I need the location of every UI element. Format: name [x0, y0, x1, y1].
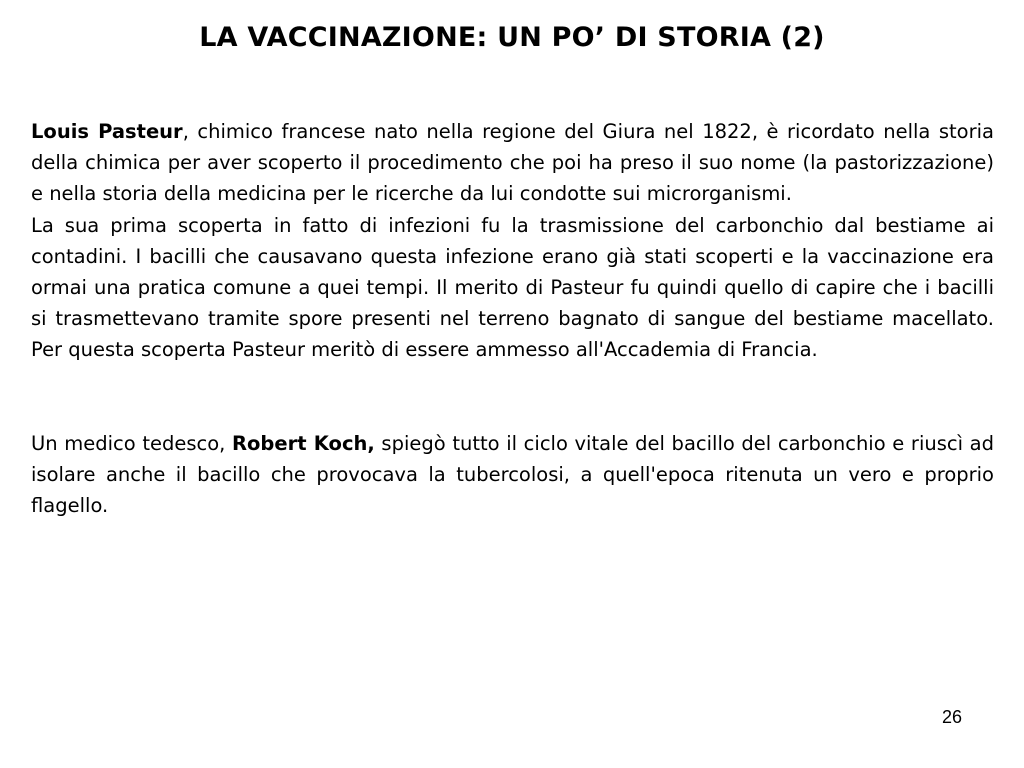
paragraph-pasteur-intro — [31, 116, 994, 210]
paragraph-text: , chimico francese nato nella regione del Giura nel 1822, è ricordato nella storia della chimica per aver scoperto il procedimento che poi ha preso il suo nome (la pastorizzazione) e nella storia della medicina per le ricerche da lui condotte sui microrganismi. — [31, 120, 994, 206]
paragraph-spacer — [31, 366, 994, 428]
paragraph-koch — [31, 428, 994, 522]
slide-title: LA VACCINAZIONE: UN PO’ DI STORIA (2) — [199, 22, 825, 53]
paragraph-pasteur-discovery: La sua prima scoperta in fatto di infezioni fu la trasmissione del carbonchio dal bestiame ai contadini. I bacilli che causavano questa infezione erano già stati scoperti e la vaccinazione era ormai una pratica comune a quei tempi. Il merito di Pasteur fu quindi quello di capire che i bacilli si trasmettevano tramite spore presenti nel terreno bagnato di sangue del bestiame macellato. Per questa scoperta Pasteur meritò di essere ammesso all'Accademia di Francia. — [31, 213, 994, 362]
paragraph-text: spiegò tutto il ciclo vitale del bacillo del carbonchio e riuscì ad isolare anche il bacillo che provocava la tubercolosi, a quell'epoca ritenuta un vero e proprio flagello. — [31, 431, 994, 518]
slide-body — [31, 116, 994, 521]
name-robert-koch: Robert Koch, — [232, 431, 375, 455]
name-louis-pasteur: Louis Pasteur — [31, 120, 183, 143]
page-number: 26 — [941, 707, 962, 727]
paragraph-text: Un medico tedesco, — [31, 431, 233, 455]
